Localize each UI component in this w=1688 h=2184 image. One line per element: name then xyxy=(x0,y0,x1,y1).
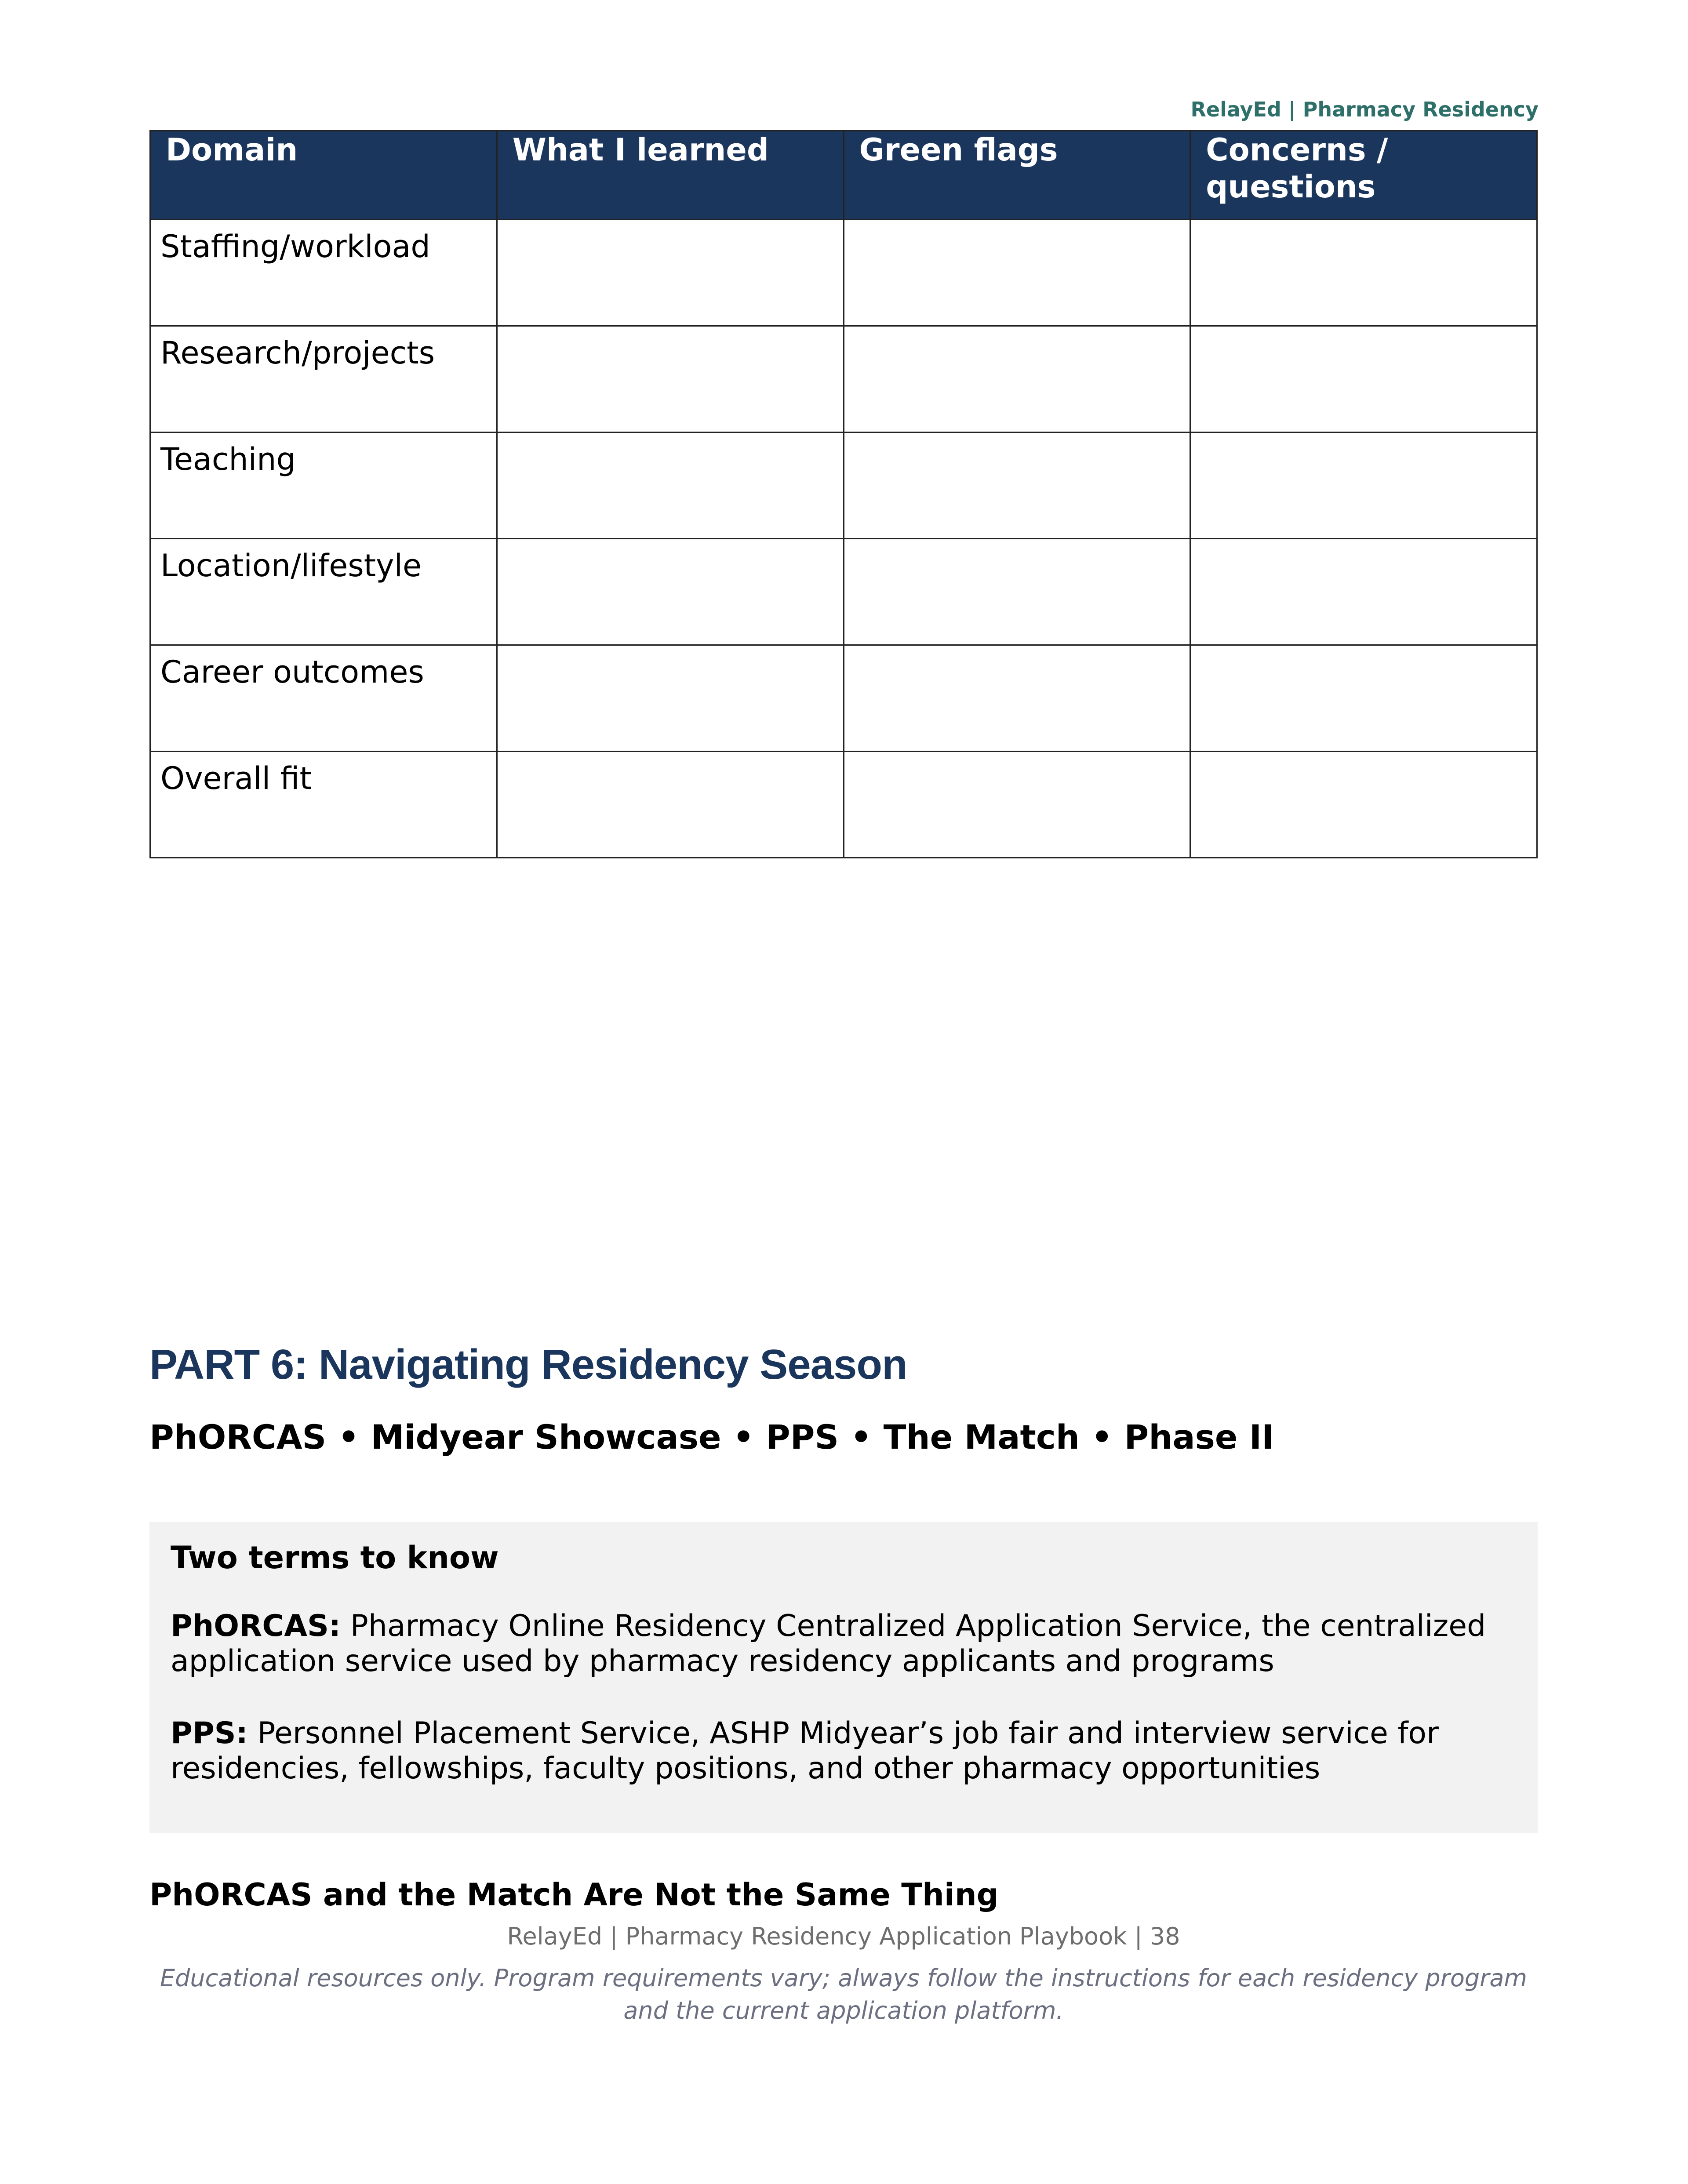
learned-cell[interactable] xyxy=(497,645,844,752)
green-flags-cell[interactable] xyxy=(844,432,1190,539)
green-flags-cell[interactable] xyxy=(844,326,1190,432)
footer-disclaimer: Educational resources only. Program requirements vary; always follow the instructions for each residency program and the current application platform. xyxy=(160,1964,1528,2024)
table-row xyxy=(150,326,1537,432)
concerns-cell[interactable] xyxy=(1190,752,1537,858)
learned-cell[interactable] xyxy=(497,326,844,432)
table-row xyxy=(150,539,1537,645)
program-evaluation-table xyxy=(149,130,1538,858)
concerns-cell[interactable] xyxy=(1190,432,1537,539)
column-header-green-flags: Green flags xyxy=(844,131,1190,220)
green-flags-cell[interactable] xyxy=(844,539,1190,645)
part-title: PART 6: Navigating Residency Season xyxy=(149,1341,907,1388)
concerns-cell[interactable] xyxy=(1190,645,1537,752)
table-row xyxy=(150,645,1537,752)
terms-callout xyxy=(149,1522,1538,1833)
table-header-row xyxy=(150,131,1537,220)
green-flags-cell[interactable] xyxy=(844,220,1190,326)
term-definition: Pharmacy Online Residency Centralized Application Service, the centralized application service used by pharmacy residency applicants and programs xyxy=(171,1609,1486,1679)
term-label: PhORCAS: xyxy=(171,1609,341,1643)
domain-cell: Overall fit xyxy=(150,752,497,858)
learned-cell[interactable] xyxy=(497,220,844,326)
term-definition: Personnel Placement Service, ASHP Midyear’s job fair and interview service for residencies, fellowships, faculty positions, and other pharmacy opportunities xyxy=(171,1716,1439,1786)
green-flags-cell[interactable] xyxy=(844,752,1190,858)
table-row xyxy=(150,432,1537,539)
term-phorcas xyxy=(171,1609,1517,1679)
terms-title: Two terms to know xyxy=(171,1540,499,1576)
domain-cell: Location/lifestyle xyxy=(150,539,497,645)
table-row xyxy=(150,220,1537,326)
term-pps xyxy=(171,1716,1517,1786)
learned-cell[interactable] xyxy=(497,432,844,539)
domain-cell: Staffing/workload xyxy=(150,220,497,326)
column-header-domain: Domain xyxy=(150,131,497,220)
section-heading: PhORCAS and the Match Are Not the Same Thing xyxy=(149,1877,999,1913)
term-label: PPS: xyxy=(171,1716,248,1751)
column-header-what-i-learned: What I learned xyxy=(497,131,844,220)
column-header-concerns: Concerns / questions xyxy=(1190,131,1537,220)
concerns-cell[interactable] xyxy=(1190,326,1537,432)
footer-page-line: RelayEd | Pharmacy Residency Application Playbook | 38 xyxy=(507,1922,1180,1950)
part-subtitle: PhORCAS • Midyear Showcase • PPS • The Match • Phase II xyxy=(149,1417,1274,1457)
header-brand: RelayEd | Pharmacy Residency xyxy=(1190,98,1539,121)
table-row xyxy=(150,752,1537,858)
green-flags-cell[interactable] xyxy=(844,645,1190,752)
domain-cell: Career outcomes xyxy=(150,645,497,752)
domain-cell: Teaching xyxy=(150,432,497,539)
concerns-cell[interactable] xyxy=(1190,220,1537,326)
learned-cell[interactable] xyxy=(497,752,844,858)
concerns-cell[interactable] xyxy=(1190,539,1537,645)
learned-cell[interactable] xyxy=(497,539,844,645)
domain-cell: Research/projects xyxy=(150,326,497,432)
